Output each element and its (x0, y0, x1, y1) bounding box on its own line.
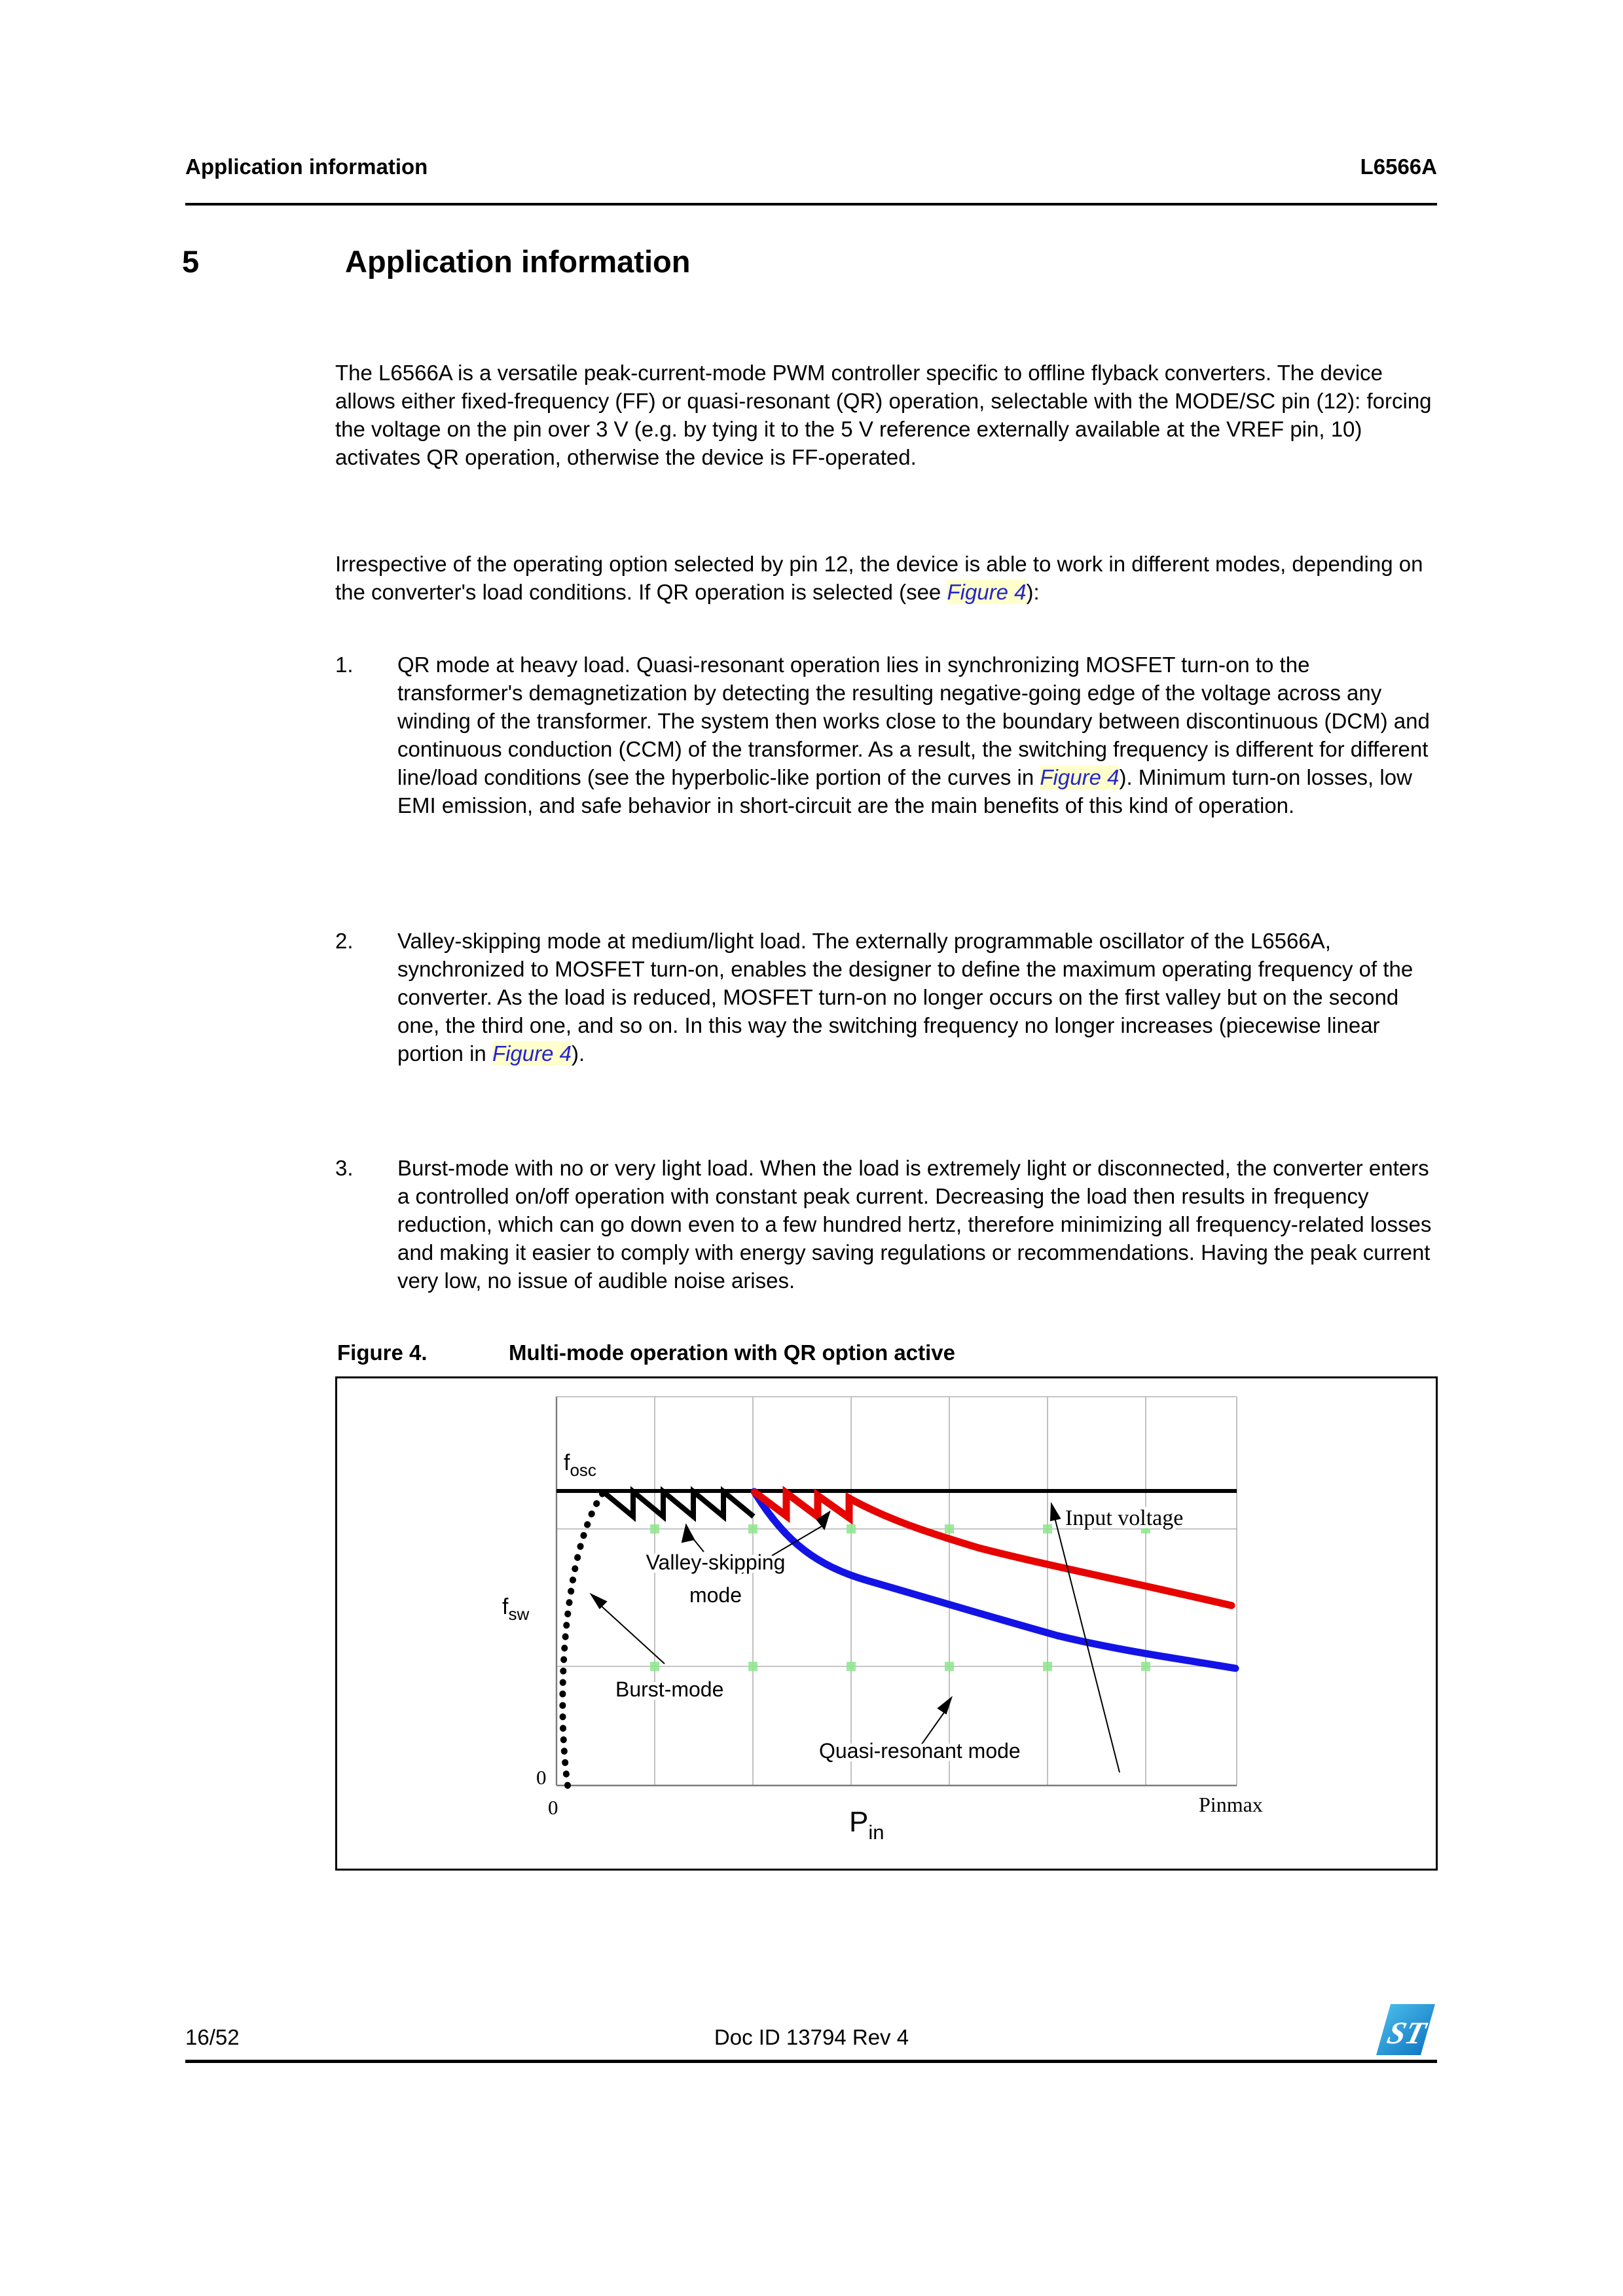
paragraph-text: Irrespective of the operating option selected by pin 12, the device is able to work in different modes, depending on the converter's load conditions. If QR operation is selected (see (335, 552, 1423, 604)
valley-skipping-label-line1: Valley-skipping (646, 1551, 786, 1574)
figure4-link[interactable]: Figure 4 (1040, 765, 1120, 789)
list-item-text: ). Minimum turn-on losses, low EMI emission, and safe behavior in short-circuit are the main benefits of this kind of operation. (397, 765, 1412, 817)
list-item-valley-skipping (335, 927, 1436, 1067)
fosc-label: $f_{osc}$ (564, 1450, 596, 1480)
multi-mode-chart-svg (337, 1378, 1436, 1869)
section-number: 5 (182, 244, 200, 279)
list-item-text: Burst-mode with no or very light load. When the load is extremely light or disconnected, the converter enters a controlled on/off operation with constant peak current. Decreasing the load then results in frequency reduction, which can go down even to a few hundred hertz, therefore minimizing all frequency-related losses and making it easier to comply with energy saving regulations or recommendations. Having the peak current very low, no issue of audible noise arises. (397, 1156, 1432, 1293)
footer-doc-id: Doc ID 13794 Rev 4 (714, 2025, 909, 2049)
st-logo-text: ST (1383, 2015, 1430, 2051)
list-item-text: Valley-skipping mode at medium/light load. The externally programmable oscillator of the L6566A, synchronized to MOSFET turn-on, enables the designer to define the maximum operating frequency of the converter. As the load is reduced, MOSFET turn-on no longer occurs on the first valley but on the second one, the third one, and so on. In this way the switching frequency no longer increases (piecewise linear portion in (397, 929, 1413, 1066)
y-axis-zero-label: 0 (536, 1766, 547, 1789)
figure-caption (337, 1340, 955, 1365)
valley-skipping-curve (603, 1492, 754, 1516)
list-item-qr-mode (335, 651, 1436, 819)
paragraph-text: The L6566A is a versatile peak-current-mode PWM controller specific to offline flyback converters. The device allows either fixed-frequency (FF) or quasi-resonant (QR) operation, selectable with the MODE/SC pin (12): forcing the voltage on the pin over 3 V (e.g. by tying it to the 5 V reference externally available at the VREF pin, 10) activates QR operation, otherwise the device is FF-operated. (335, 361, 1432, 469)
x-axis-title: $P_{in}$ (849, 1806, 884, 1844)
arrowhead-icon (682, 1525, 694, 1542)
list-number: 3. (335, 1156, 354, 1180)
arrowhead-icon (591, 1594, 606, 1608)
figure-caption-label: Figure 4. (337, 1340, 428, 1365)
header-part-number: L6566A (1360, 154, 1437, 179)
header-section-title: Application information (185, 154, 428, 179)
quasi-resonant-label: Quasi-resonant mode (819, 1739, 1021, 1763)
page-title: Application information (345, 244, 691, 279)
fsw-label: $f_{sw}$ (502, 1594, 530, 1624)
list-number: 1. (335, 653, 354, 677)
figure4-link[interactable]: Figure 4 (947, 580, 1027, 604)
figure-4-chart (335, 1376, 1438, 1871)
x-axis-zero-label: 0 (548, 1796, 558, 1819)
st-logo (1376, 2003, 1435, 2056)
paragraph-text: ): (1026, 580, 1040, 604)
st-logo-icon (1376, 2003, 1435, 2056)
figure4-link[interactable]: Figure 4 (492, 1041, 572, 1066)
burst-mode-label: Burst-mode (615, 1677, 724, 1701)
paragraph-modes (335, 550, 1436, 606)
paragraph-intro (335, 359, 1436, 471)
list-number: 2. (335, 929, 354, 953)
list-item-text: QR mode at heavy load. Quasi-resonant operation lies in synchronizing MOSFET turn-on to the transformer's demagnetization by detecting the resulting negative-going edge of the voltage across any winding of the transformer. The system then works close to the boundary between discontinuous (DCM) and continuous conduction (CCM) of the transformer. As a result, the switching frequency is different for different line/load conditions (see the hyperbolic-like portion of the curves in (397, 653, 1430, 789)
annotation-arrows (591, 1504, 1120, 1772)
valley-skipping-label-line2: mode (689, 1583, 742, 1607)
input-voltage-label: Input voltage (1065, 1506, 1184, 1530)
header-rule (185, 203, 1437, 206)
footer-rule (185, 2060, 1437, 2063)
figure-caption-title: Multi-mode operation with QR option active (509, 1340, 955, 1365)
list-item-burst-mode (335, 1154, 1436, 1295)
list-item-text: ). (572, 1041, 585, 1066)
arrowhead-icon (1051, 1504, 1060, 1520)
pinmax-label: Pinmax (1199, 1793, 1263, 1816)
burst-mode-curve (562, 1493, 603, 1785)
footer-page-number: 16/52 (185, 2025, 240, 2049)
